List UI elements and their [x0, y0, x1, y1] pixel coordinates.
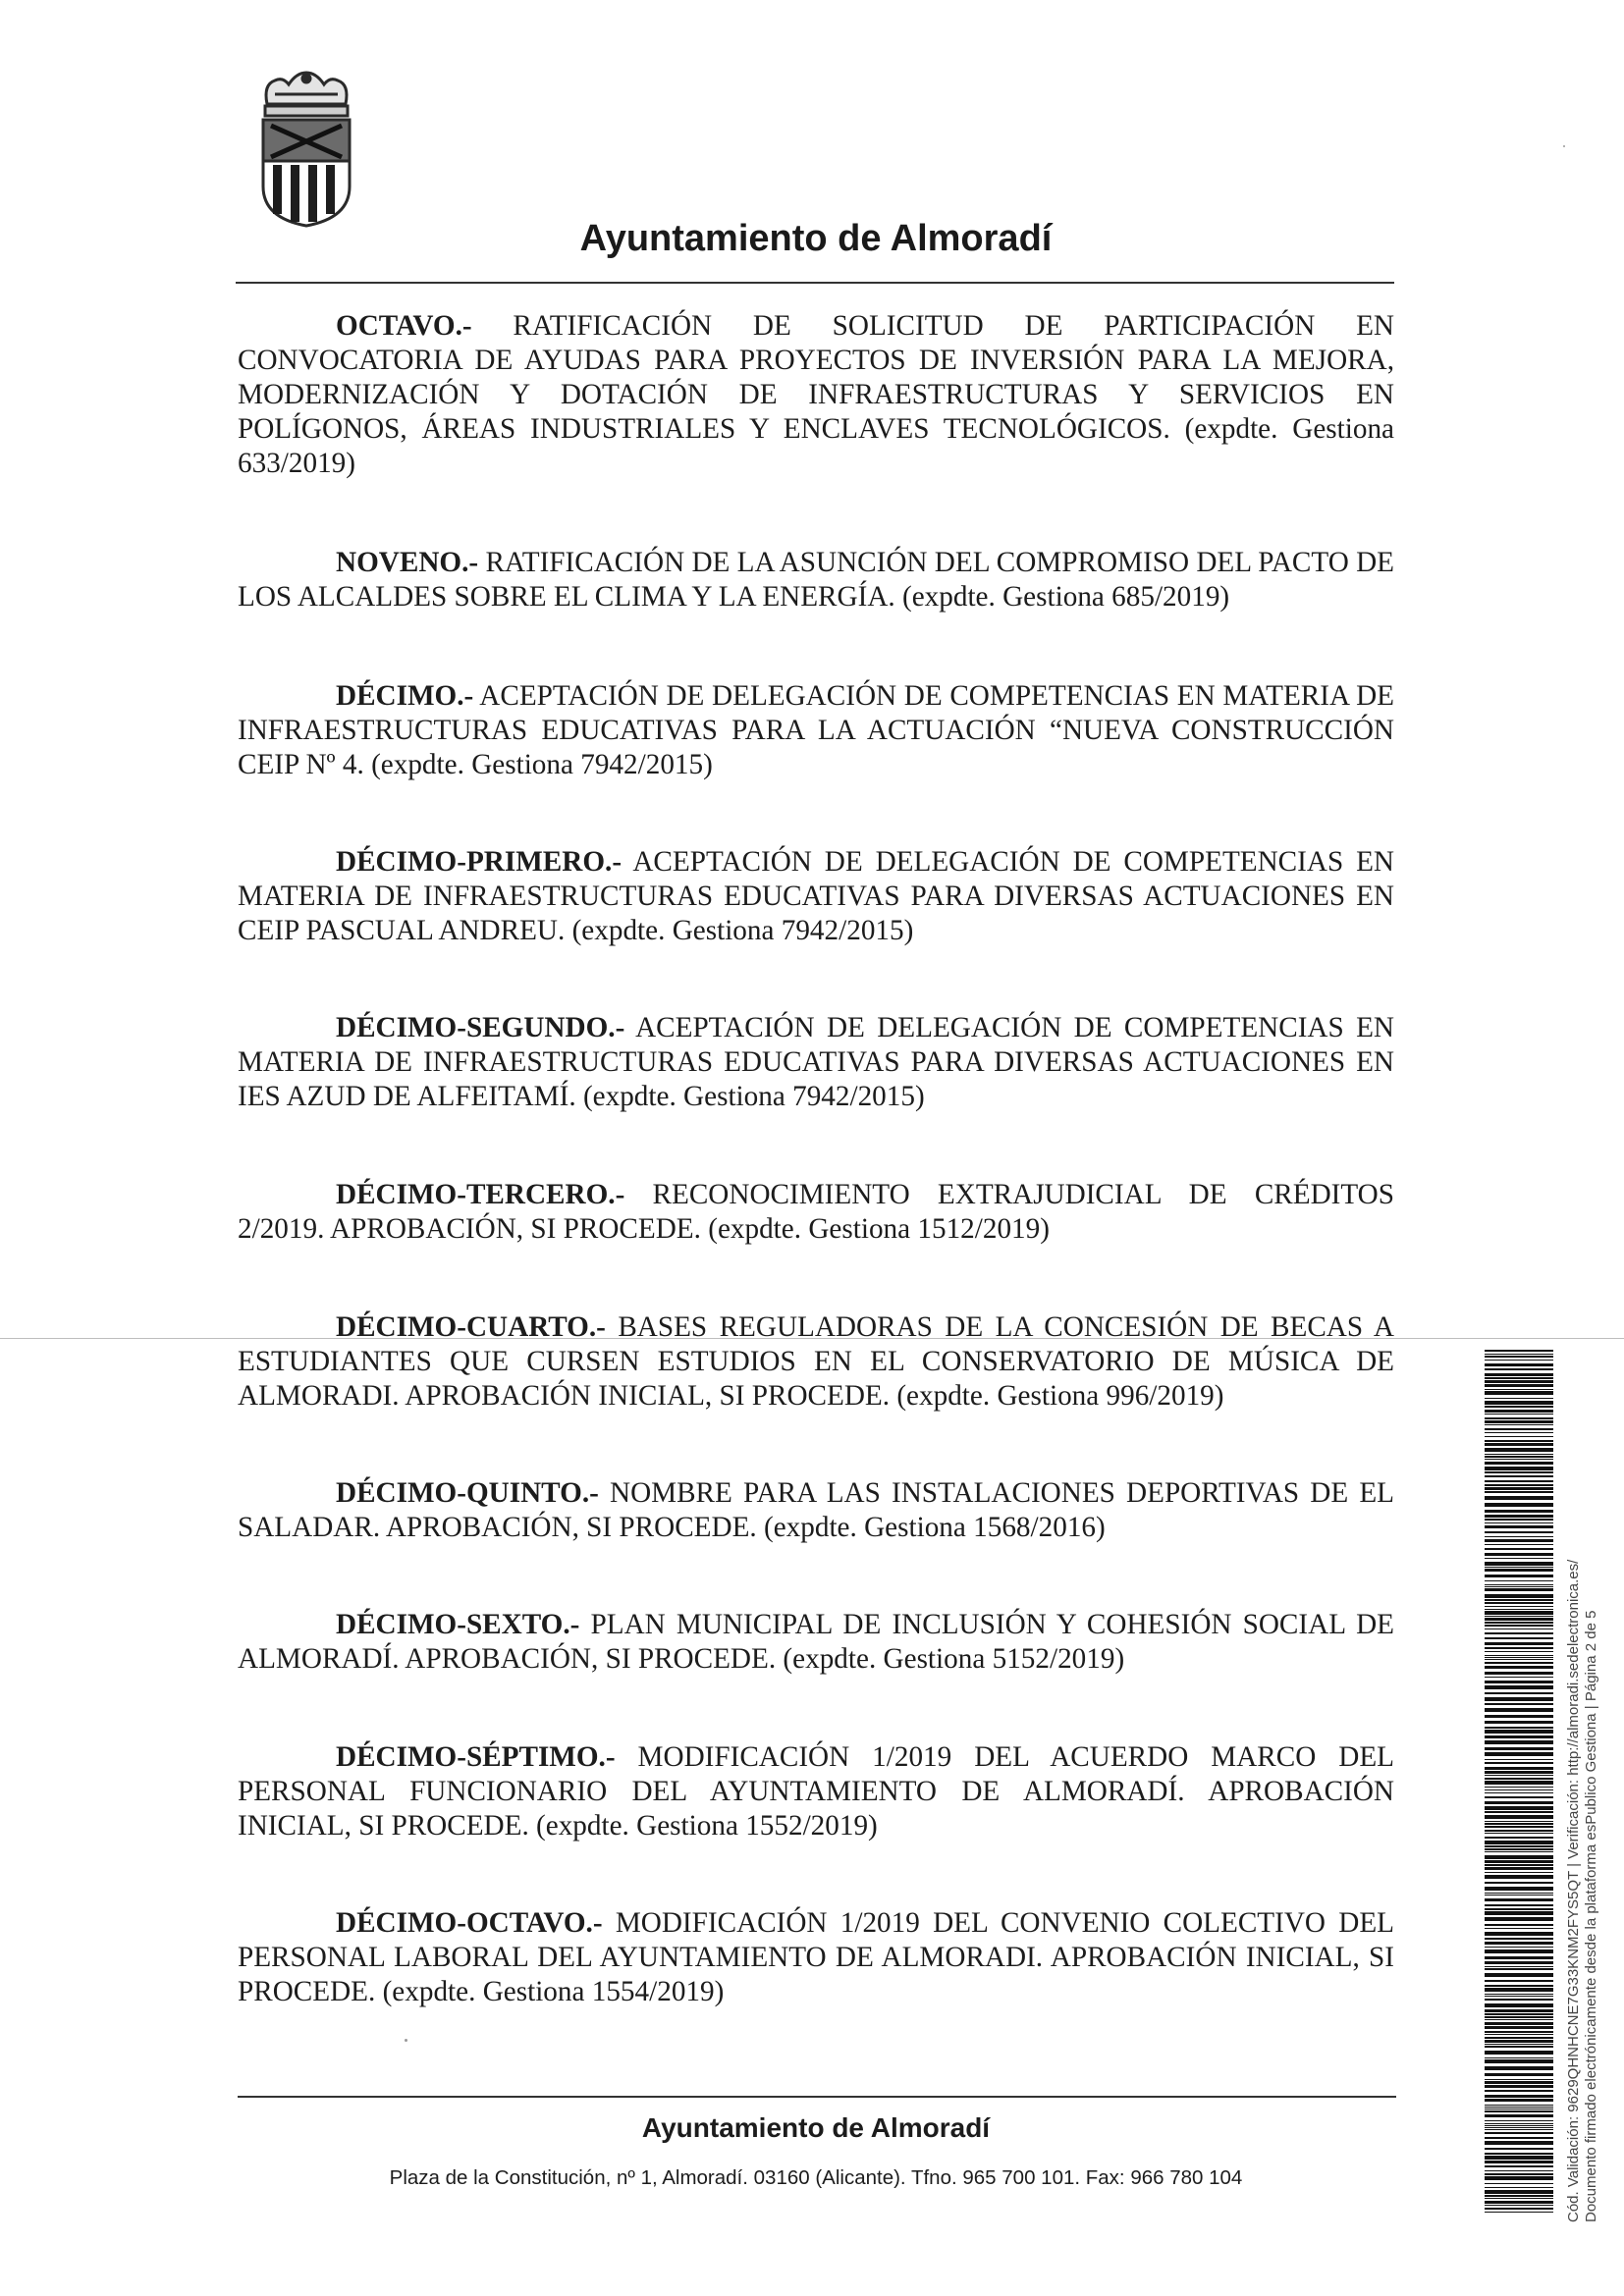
- item-text: MODIFICACIÓN 1/2019 DEL CONVENIO COLECTIVO DEL PERSONAL LABORAL DEL AYUNTAMIENTO DE ALMORADI. APROBACIÓN INICIAL, SI PROCEDE. (expdte. Gestiona 1554/2019): [238, 1907, 1394, 2007]
- scan-speck: [405, 2039, 407, 2042]
- item-text: MODIFICACIÓN 1/2019 DEL ACUERDO MARCO DEL PERSONAL FUNCIONARIO DEL AYUNTAMIENTO DE ALMORADÍ. APROBACIÓN INICIAL, SI PROCEDE. (expdte. Gestiona 1552/2019): [238, 1741, 1394, 1842]
- item-ordinal: DÉCIMO-SÉPTIMO.-: [336, 1741, 616, 1773]
- item-text: ACEPTACIÓN DE DELEGACIÓN DE COMPETENCIAS EN MATERIA DE INFRAESTRUCTURAS EDUCATIVAS PARA DIVERSAS ACTUACIONES EN CEIP PASCUAL ANDREU. (expdte. Gestiona 7942/2015): [238, 846, 1394, 946]
- validation-barcode-icon: [1485, 1350, 1553, 2214]
- footer-address: Plaza de la Constitución, nº 1, Almoradí. 03160 (Alicante). Tfno. 965 700 101. Fax: 966 780 104: [389, 2166, 1243, 2189]
- item-text: ACEPTACIÓN DE DELEGACIÓN DE COMPETENCIAS EN MATERIA DE INFRAESTRUCTURAS EDUCATIVAS PARA LA ACTUACIÓN “NUEVA CONSTRUCCIÓN CEIP Nº 4. (expdte. Gestiona 7942/2015): [238, 680, 1394, 780]
- verification-text: [1565, 1359, 1604, 2222]
- footer-divider: [238, 2096, 1396, 2098]
- item-text: PLAN MUNICIPAL DE INCLUSIÓN Y COHESIÓN SOCIAL DE ALMORADÍ. APROBACIÓN, SI PROCEDE. (expdte. Gestiona 5152/2019): [238, 1609, 1394, 1675]
- agenda-item-decimo: [238, 679, 1394, 782]
- item-ordinal: DÉCIMO-CUARTO.-: [336, 1311, 606, 1343]
- item-text: RATIFICACIÓN DE LA ASUNCIÓN DEL COMPROMISO DEL PACTO DE LOS ALCALDES SOBRE EL CLIMA Y LA ENERGÍA. (expdte. Gestiona 685/2019): [238, 547, 1394, 613]
- item-ordinal: DÉCIMO-PRIMERO.-: [336, 846, 623, 878]
- item-ordinal: DÉCIMO-SEGUNDO.-: [336, 1012, 625, 1043]
- page-title: Ayuntamiento de Almoradí: [579, 218, 1053, 259]
- item-text: ACEPTACIÓN DE DELEGACIÓN DE COMPETENCIAS EN MATERIA DE INFRAESTRUCTURAS EDUCATIVAS PARA DIVERSAS ACTUACIONES EN IES AZUD DE ALFEITAMÍ. (expdte. Gestiona 7942/2015): [238, 1012, 1394, 1112]
- coat-of-arms-icon: [253, 71, 359, 228]
- agenda-item-noveno: [238, 546, 1394, 614]
- agenda-item-octavo: [238, 309, 1394, 481]
- item-ordinal: DÉCIMO-OCTAVO.-: [336, 1907, 603, 1939]
- verification-line-1: Cód. Validación: 9629QHNHCNE7G33KNM2FYS5QT | Verificación: http://almoradi.sedelectronica.es/: [1565, 1559, 1582, 2222]
- item-text: BASES REGULADORAS DE LA CONCESIÓN DE BECAS A ESTUDIANTES QUE CURSEN ESTUDIOS EN EL CONSERVATORIO DE MÚSICA DE ALMORADI. APROBACIÓN INICIAL, SI PROCEDE. (expdte. Gestiona 996/2019): [238, 1311, 1394, 1412]
- item-ordinal: DÉCIMO.-: [336, 680, 474, 712]
- agenda-item-decimo-sexto: [238, 1608, 1394, 1677]
- item-text: NOMBRE PARA LAS INSTALACIONES DEPORTIVAS DE EL SALADAR. APROBACIÓN, SI PROCEDE. (expdte. Gestiona 1568/2016): [238, 1477, 1394, 1543]
- verification-line-2: Documento firmado electrónicamente desde la plataforma esPublico Gestiona | Página 2 de 5: [1583, 1610, 1599, 2222]
- footer-title: Ayuntamiento de Almoradí: [641, 2112, 991, 2143]
- item-ordinal: DÉCIMO-SEXTO.-: [336, 1609, 580, 1640]
- agenda-item-decimo-segundo: [238, 1011, 1394, 1114]
- item-ordinal: DÉCIMO-QUINTO.-: [336, 1477, 599, 1509]
- agenda-item-decimo-tercero: [238, 1178, 1394, 1247]
- item-ordinal: OCTAVO.-: [336, 310, 472, 342]
- agenda-item-decimo-octavo: [238, 1906, 1394, 2009]
- item-text: RECONOCIMIENTO EXTRAJUDICIAL DE CRÉDITOS 2/2019. APROBACIÓN, SI PROCEDE. (expdte. Gestiona 1512/2019): [238, 1179, 1394, 1245]
- agenda-item-decimo-primero: [238, 845, 1394, 948]
- item-ordinal: DÉCIMO-TERCERO.-: [336, 1179, 625, 1210]
- item-text: RATIFICACIÓN DE SOLICITUD DE PARTICIPACIÓN EN CONVOCATORIA DE AYUDAS PARA PROYECTOS DE INVERSIÓN PARA LA MEJORA, MODERNIZACIÓN Y DOTACIÓN DE INFRAESTRUCTURAS Y SERVICIOS EN POLÍGONOS, ÁREAS INDUSTRIALES Y ENCLAVES TECNOLÓGICOS. (expdte. Gestiona 633/2019): [238, 310, 1394, 479]
- agenda-item-decimo-quinto: [238, 1476, 1394, 1545]
- agenda-item-decimo-septimo: [238, 1740, 1394, 1843]
- agenda-item-decimo-cuarto: [238, 1310, 1394, 1414]
- header-divider: [236, 282, 1394, 284]
- scan-speck: [1563, 145, 1565, 147]
- item-ordinal: NOVENO.-: [336, 547, 479, 578]
